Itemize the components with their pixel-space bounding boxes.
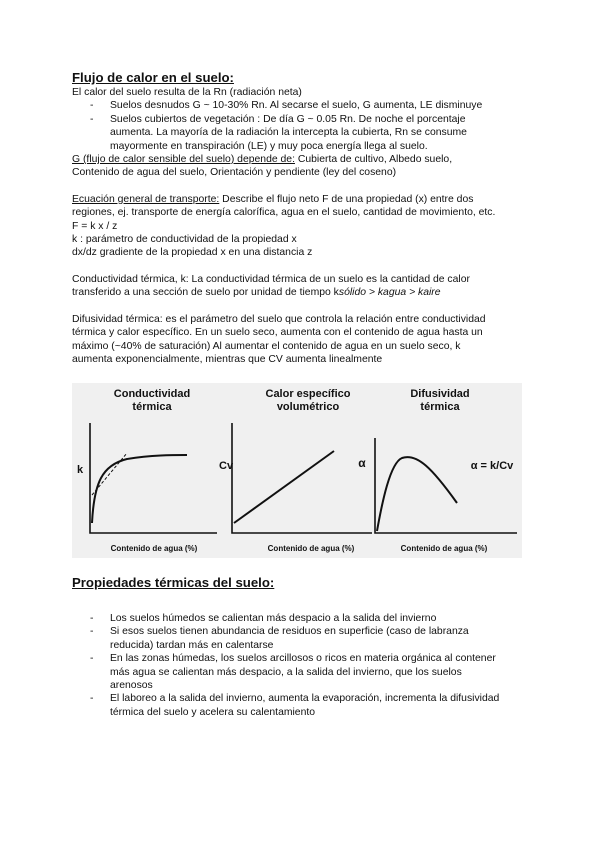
section-flujo-calor — [72, 70, 542, 366]
fig3-curve — [377, 457, 457, 531]
list-item — [72, 113, 542, 153]
fig1-ylabel: k — [76, 464, 84, 476]
equation-text-cont: regiones, ej. transporte de energía calorífica, agua en el suelo, cantidad de movimiento, etc. — [72, 207, 496, 219]
fig1-title-l2: térmica — [132, 401, 172, 413]
fig2-xlabel: Contenido de agua (%) — [267, 544, 355, 553]
fig1-title-l1: Conductividad — [113, 388, 191, 400]
list-item-line: aumenta. La mayoría de la radiación la intercepta la cubierta, Rn se consume — [110, 127, 467, 139]
diffusivity-line: máximo (~40% de saturación) Al aumentar el contenido de agua en un suelo seco, k — [72, 340, 461, 352]
fig2-axes — [232, 423, 372, 533]
list-item-line: - El laboreo a la salida del invierno, aumenta la evaporación, incrementa la difusividad — [110, 693, 500, 705]
list-item — [72, 625, 542, 652]
intro-text: El calor del suelo resulta de la Rn (radiación neta) — [72, 87, 302, 98]
list-item — [72, 652, 542, 692]
diffusivity-line: térmica y calor específico. En un suelo seco, aumenta con el contenido de agua hasta un — [72, 327, 483, 339]
list-item — [72, 692, 542, 719]
conductivity-order — [72, 286, 542, 299]
list-item-line: - En las zonas húmedas, los suelos arcillosos o ricos en materia orgánica al contener — [110, 653, 496, 665]
fig1-curve — [92, 455, 187, 523]
list-item-line: - Los suelos húmedos se calientan más despacio a la salida del invierno — [110, 613, 437, 624]
fig2-ylabel: Cv — [219, 460, 234, 472]
bullet-list-propiedades — [72, 612, 542, 719]
equation-label: Ecuación general de transporte: — [72, 193, 220, 205]
equation-line — [72, 193, 542, 206]
figures-svg — [72, 383, 522, 558]
conductivity-text: Conductividad térmica, k: La conductividad térmica de un suelo es la cantidad de calor — [72, 273, 470, 285]
list-item-line: más agua se calientan más despacio, a la salida del invierno, que los suelos — [110, 666, 462, 678]
figures-panel — [72, 383, 522, 558]
fig3-xlabel: Contenido de agua (%) — [400, 544, 488, 553]
fig3-axes — [375, 438, 517, 533]
fig3-title-l1: Difusividad — [410, 388, 470, 400]
g-text-cont: Contenido de agua del suelo, Orientación y pendiente (ley del coseno) — [72, 167, 397, 179]
section-propiedades — [72, 575, 542, 719]
conductivity-order-a: transferido a una sección de suelo por unidad de tiempo k — [72, 287, 339, 299]
list-item — [72, 99, 542, 112]
equation-text: Describe el flujo neto F de una propiedad (x) entre dos — [219, 193, 474, 205]
list-item-line: reducida) tardan más en calentarse — [110, 639, 274, 651]
fig2-title-l2: volumétrico — [276, 401, 340, 413]
fig2-title-l1: Calor específico — [265, 388, 351, 400]
g-label: G (flujo de calor sensible del suelo) depende de: — [72, 154, 295, 166]
list-item-line: - Suelos cubiertos de vegetación : De día G ~ 0.05 Rn. De noche el porcentaje — [110, 113, 466, 125]
list-item-line: térmica del suelo y acelera su calentamiento — [110, 706, 316, 718]
k-definition: k : parámetro de conductividad de la propiedad x — [72, 234, 297, 246]
fig1-xlabel: Contenido de agua (%) — [110, 544, 198, 553]
conductivity-order-b: sólido > kagua > kaire — [338, 287, 441, 299]
diffusivity-line: aumenta exponencialmente, mientras que CV aumenta linealmente — [72, 353, 383, 365]
list-item-line: - Suelos desnudos G ~ 10-30% Rn. Al secarse el suelo, G aumenta, LE disminuye — [110, 100, 483, 112]
diffusivity-line: Difusividad térmica: es el parámetro del suelo que controla la relación entre conductividad — [72, 313, 486, 325]
bullet-list-flujo — [72, 99, 542, 153]
section-title-flujo: Flujo de calor en el suelo: — [72, 70, 234, 85]
equation-formula: F = k x / z — [72, 220, 118, 232]
fig2-line — [234, 451, 334, 523]
g-dependency-line — [72, 153, 542, 166]
fig3-ylabel: α — [358, 456, 366, 470]
fig3-formula: α = k/Cv — [470, 460, 514, 472]
fig3-title-l2: térmica — [420, 401, 460, 413]
list-item — [72, 612, 542, 625]
section-title-propiedades: Propiedades térmicas del suelo: — [72, 575, 275, 590]
dxdz-definition: dx/dz gradiente de la propiedad x en una distancia z — [72, 247, 313, 259]
fig1-axes — [90, 423, 217, 533]
g-text: Cubierta de cultivo, Albedo suelo, — [294, 154, 453, 166]
list-item-line: - Si esos suelos tienen abundancia de residuos en superficie (caso de labranza — [110, 626, 469, 638]
list-item-line: arenosos — [110, 680, 153, 692]
list-item-line: mayormente en transpiración (LE) y muy poca energía llega al suelo. — [110, 140, 428, 152]
